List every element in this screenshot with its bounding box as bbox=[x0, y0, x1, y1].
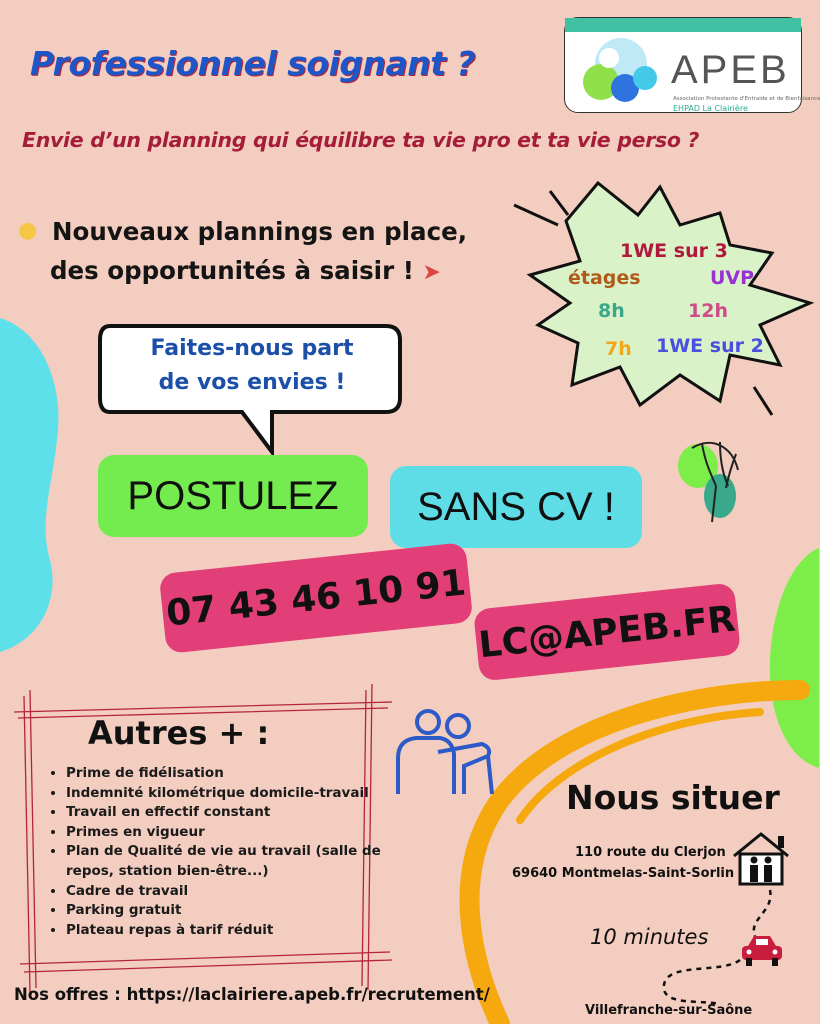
benefit-item: • Indemnité kilométrique domicile-travail bbox=[66, 784, 386, 804]
benefit-item: • Plan de Qualité de vie au travail (salle de repos, station bien-être...) bbox=[66, 842, 386, 881]
benefit-item: • Parking gratuit bbox=[66, 901, 386, 921]
starburst bbox=[510, 175, 819, 420]
postulez-label: POSTULEZ bbox=[127, 473, 339, 518]
bubble-text bbox=[112, 332, 392, 400]
option-7h: 7h bbox=[605, 338, 632, 360]
benefit-item: • Cadre de travail bbox=[66, 882, 386, 902]
benefit-item: • Primes en vigueur bbox=[66, 823, 386, 843]
autres-title: Autres + : bbox=[88, 714, 270, 752]
headline-line2 bbox=[18, 251, 467, 292]
page-title: Professionnel soignant ? bbox=[30, 44, 476, 83]
benefit-item: • Prime de fidélisation bbox=[66, 764, 386, 784]
address-line2: 69640 Montmelas-Saint-Sorlin bbox=[512, 866, 735, 881]
email-address: LC@APEB.FR bbox=[476, 598, 738, 666]
bubble-line1: Faites-nous part bbox=[150, 336, 354, 361]
travel-duration: 10 minutes bbox=[590, 925, 709, 949]
people-support-icon bbox=[392, 708, 496, 800]
benefit-item: • Travail en effectif constant bbox=[66, 803, 386, 823]
benefits-list bbox=[48, 764, 386, 940]
apeb-logo bbox=[564, 17, 820, 113]
headline bbox=[18, 212, 467, 292]
logo-ehpad: EHPAD La Clairière bbox=[673, 104, 748, 113]
option-uvp: UVP bbox=[710, 267, 755, 289]
cyan-blob bbox=[0, 318, 58, 652]
logo-bar bbox=[565, 18, 801, 32]
option-1we-sur-2: 1WE sur 2 bbox=[656, 335, 764, 357]
option-1we-sur-3: 1WE sur 3 bbox=[620, 240, 728, 262]
option-12h: 12h bbox=[688, 300, 728, 322]
destination: Villefranche-sur-Saône bbox=[585, 1003, 753, 1018]
bubble-line2: de vos envies ! bbox=[158, 370, 346, 395]
benefit-item: • Plateau repas à tarif réduit bbox=[66, 921, 386, 941]
nous-situer-title: Nous situer bbox=[566, 778, 780, 817]
address-line1: 110 route du Clerjon bbox=[575, 845, 726, 860]
sans-cv-badge bbox=[390, 466, 642, 548]
house-elderly-icon bbox=[730, 830, 792, 888]
page-subtitle: Envie d’un planning qui équilibre ta vie pro et ta vie perso ? bbox=[22, 128, 700, 152]
option-etages: étages bbox=[568, 267, 641, 289]
logo-bubbles-icon bbox=[571, 34, 667, 112]
option-8h: 8h bbox=[598, 300, 625, 322]
headline-line2-text: des opportunités à saisir ! bbox=[50, 256, 414, 285]
offres-link[interactable]: Nos offres : https://laclairiere.apeb.fr/recrutement/ bbox=[14, 985, 490, 1004]
lightbulb-icon: ● bbox=[18, 218, 38, 243]
logo-association: Association Protestante d'Entraide et de Bienfaisance bbox=[673, 96, 820, 102]
phone-number: 07 43 46 10 91 bbox=[164, 561, 468, 635]
flower-icon bbox=[672, 436, 756, 526]
car-icon bbox=[740, 932, 784, 968]
postulez-button[interactable] bbox=[98, 455, 368, 537]
sans-cv-label: SANS CV ! bbox=[417, 484, 615, 529]
green-blob bbox=[770, 548, 819, 768]
headline-line1: Nouveaux plannings en place, bbox=[52, 217, 468, 246]
rocket-icon: ➤ bbox=[422, 260, 441, 285]
logo-name: APEB bbox=[671, 48, 790, 92]
